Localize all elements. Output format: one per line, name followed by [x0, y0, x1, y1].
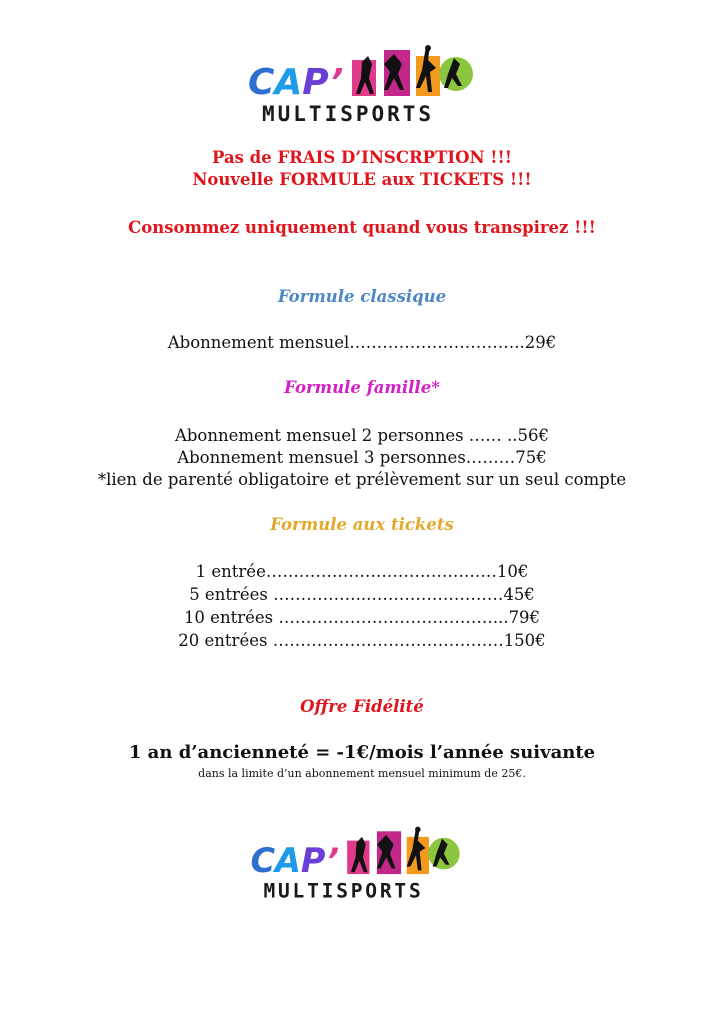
tickets-row-20: 20 entrées ……………………………………150€ [178, 631, 546, 650]
famille-note: *lien de parenté obligatoire et prélèvement sur un seul compte [97, 470, 627, 489]
tickets-row-5: 5 entrées ……………...……………………45€ [189, 585, 535, 604]
tickets-row-10: 10 entrées …………………………………...79€ [183, 608, 541, 627]
logo-multisports-text: MULTISPORTS [262, 102, 435, 126]
logo-cap-text-bottom: CAP’ [250, 842, 340, 881]
logo-multisports-text-bottom: MULTISPORTS [263, 879, 424, 902]
fidelite-condition: dans la limite d’un abonnement mensuel minimum de 25€. [198, 767, 526, 780]
fidelite-main-offer: 1 an d’ancienneté = -1€/mois l’année suivante [128, 742, 596, 763]
formule-famille-title: Formule famille* [284, 378, 440, 397]
cap-multisports-logo-bottom [243, 822, 466, 906]
formule-classique-title: Formule classique [277, 287, 447, 306]
famille-price-row-3: Abonnement mensuel 3 personnes………75€ [177, 448, 547, 467]
cap-multisports-logo-top [240, 40, 480, 130]
ticket-formula-line: Nouvelle FORMULE aux TICKETS !!! [192, 170, 532, 189]
classique-price-row: Abonnement mensuel…………………………..29€ [167, 333, 557, 352]
sports-silhouettes-icon [344, 42, 474, 102]
logo-cap-text: CAP’ [248, 62, 344, 103]
sports-silhouettes-icon-bottom [340, 824, 461, 880]
no-fees-line: Pas de FRAIS D’INSCRPTION !!! [211, 148, 513, 167]
consume-tagline: Consommez uniquement quand vous transpirez !!! [128, 218, 596, 237]
formule-tickets-title: Formule aux tickets [270, 515, 454, 534]
offre-fidelite-title: Offre Fidélité [300, 697, 424, 716]
tickets-row-1: 1 entrée……………………………………10€ [195, 562, 529, 581]
famille-price-row-2: Abonnement mensuel 2 personnes …… ..56€ [174, 426, 550, 445]
